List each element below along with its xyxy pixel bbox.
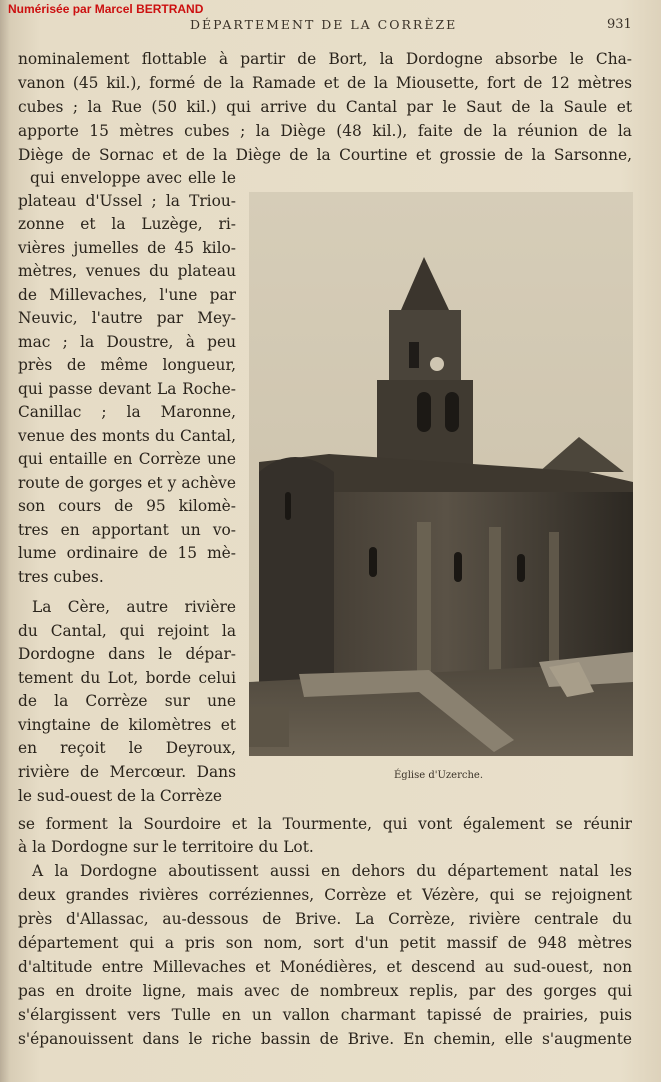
text-line: mètres, venues du plateau [18, 262, 236, 280]
text-line: qui entaille en Corrèze une [18, 450, 236, 468]
text-line: rivière de Mercœur. Dans [18, 763, 236, 781]
text-line: de Millevaches, l'une par [18, 286, 236, 304]
text-line: d'altitude entre Millevaches et Monédières, et descend au sud-ouest, non [18, 958, 632, 976]
text-line: apporte 15 mètres cubes ; la Diège (48 kil.), faite de la réunion de la [18, 122, 632, 140]
page-number: 931 [607, 17, 632, 32]
text-line: Neuvic, l'autre par Mey- [18, 309, 236, 327]
text-line: près d'Allassac, au-dessous de Brive. La Corrèze, rivière centrale du [18, 910, 632, 928]
text-line: nominalement flottable à partir de Bort, la Dordogne absorbe le Cha- [18, 50, 632, 68]
text-line: La Cère, autre rivière [32, 598, 236, 616]
text-line: de la Corrèze sur une [18, 692, 236, 710]
text-line: vières jumelles de 45 kilo- [18, 239, 236, 257]
text-line: son cours de 95 kilomè- [18, 497, 236, 515]
running-title: DÉPARTEMENT DE LA CORRÈZE [190, 17, 458, 32]
text-line: vanon (45 kil.), formé de la Ramade et de la Miousette, fort de 12 mètres [18, 74, 632, 92]
church-photo-illustration [249, 192, 633, 756]
text-line: à la Dordogne sur le territoire du Lot. [18, 838, 314, 856]
text-line: route de gorges et y achève [18, 474, 236, 492]
text-line: zonne et la Luzège, ri- [18, 215, 236, 233]
text-line: mac ; la Doustre, à peu [18, 333, 236, 351]
text-line: Diège de Sornac et de la Diège de la Courtine et grossie de la Sarsonne, [18, 146, 632, 164]
text-line: Canillac ; la Maronne, [18, 403, 236, 421]
text-line: en reçoit le Deyroux, [18, 739, 236, 757]
text-line: tres en apportant un vo- [18, 521, 236, 539]
text-line: Dordogne dans le dépar- [18, 645, 236, 663]
text-line: A la Dordogne aboutissent aussi en dehors du département natal les [32, 862, 632, 880]
text-line: cubes ; la Rue (50 kil.) qui arrive du Cantal par le Saut de la Saule et [18, 98, 632, 116]
text-line: département qui a pris son nom, sort d'un petit massif de 948 mètres [18, 934, 632, 952]
text-line: qui passe devant La Roche- [18, 380, 236, 398]
text-line: qui enveloppe avec elle le [30, 169, 236, 187]
figure-caption: Église d'Uzerche. [394, 770, 484, 781]
text-line: s'élargissent vers Tulle en un vallon charmant tapissé de prairies, puis [18, 1006, 632, 1024]
text-line: tres cubes. [18, 568, 104, 586]
text-line: venue des monts du Cantal, [18, 427, 236, 445]
text-line: deux grandes rivières corréziennes, Corrèze et Vézère, qui se rejoignent [18, 886, 632, 904]
digitizer-watermark: Numérisée par Marcel BERTRAND [8, 2, 204, 16]
text-line: le sud-ouest de la Corrèze [18, 787, 222, 805]
text-line: plateau d'Ussel ; la Triou- [18, 192, 236, 210]
text-line: se forment la Sourdoire et la Tourmente, qui vont également se réunir [18, 815, 632, 833]
text-line: du Cantal, qui rejoint la [18, 622, 236, 640]
text-line: près de même longueur, [18, 356, 236, 374]
church-photo [249, 192, 633, 756]
text-line: lume ordinaire de 15 mè- [18, 544, 236, 562]
text-line: s'épanouissent dans le riche bassin de Brive. En chemin, elle s'augmente [18, 1030, 632, 1048]
text-line: pas en droite ligne, mais avec de nombreux replis, par des gorges qui [18, 982, 632, 1000]
text-line: tement du Lot, borde celui [18, 669, 236, 687]
text-line: vingtaine de kilomètres et [18, 716, 236, 734]
